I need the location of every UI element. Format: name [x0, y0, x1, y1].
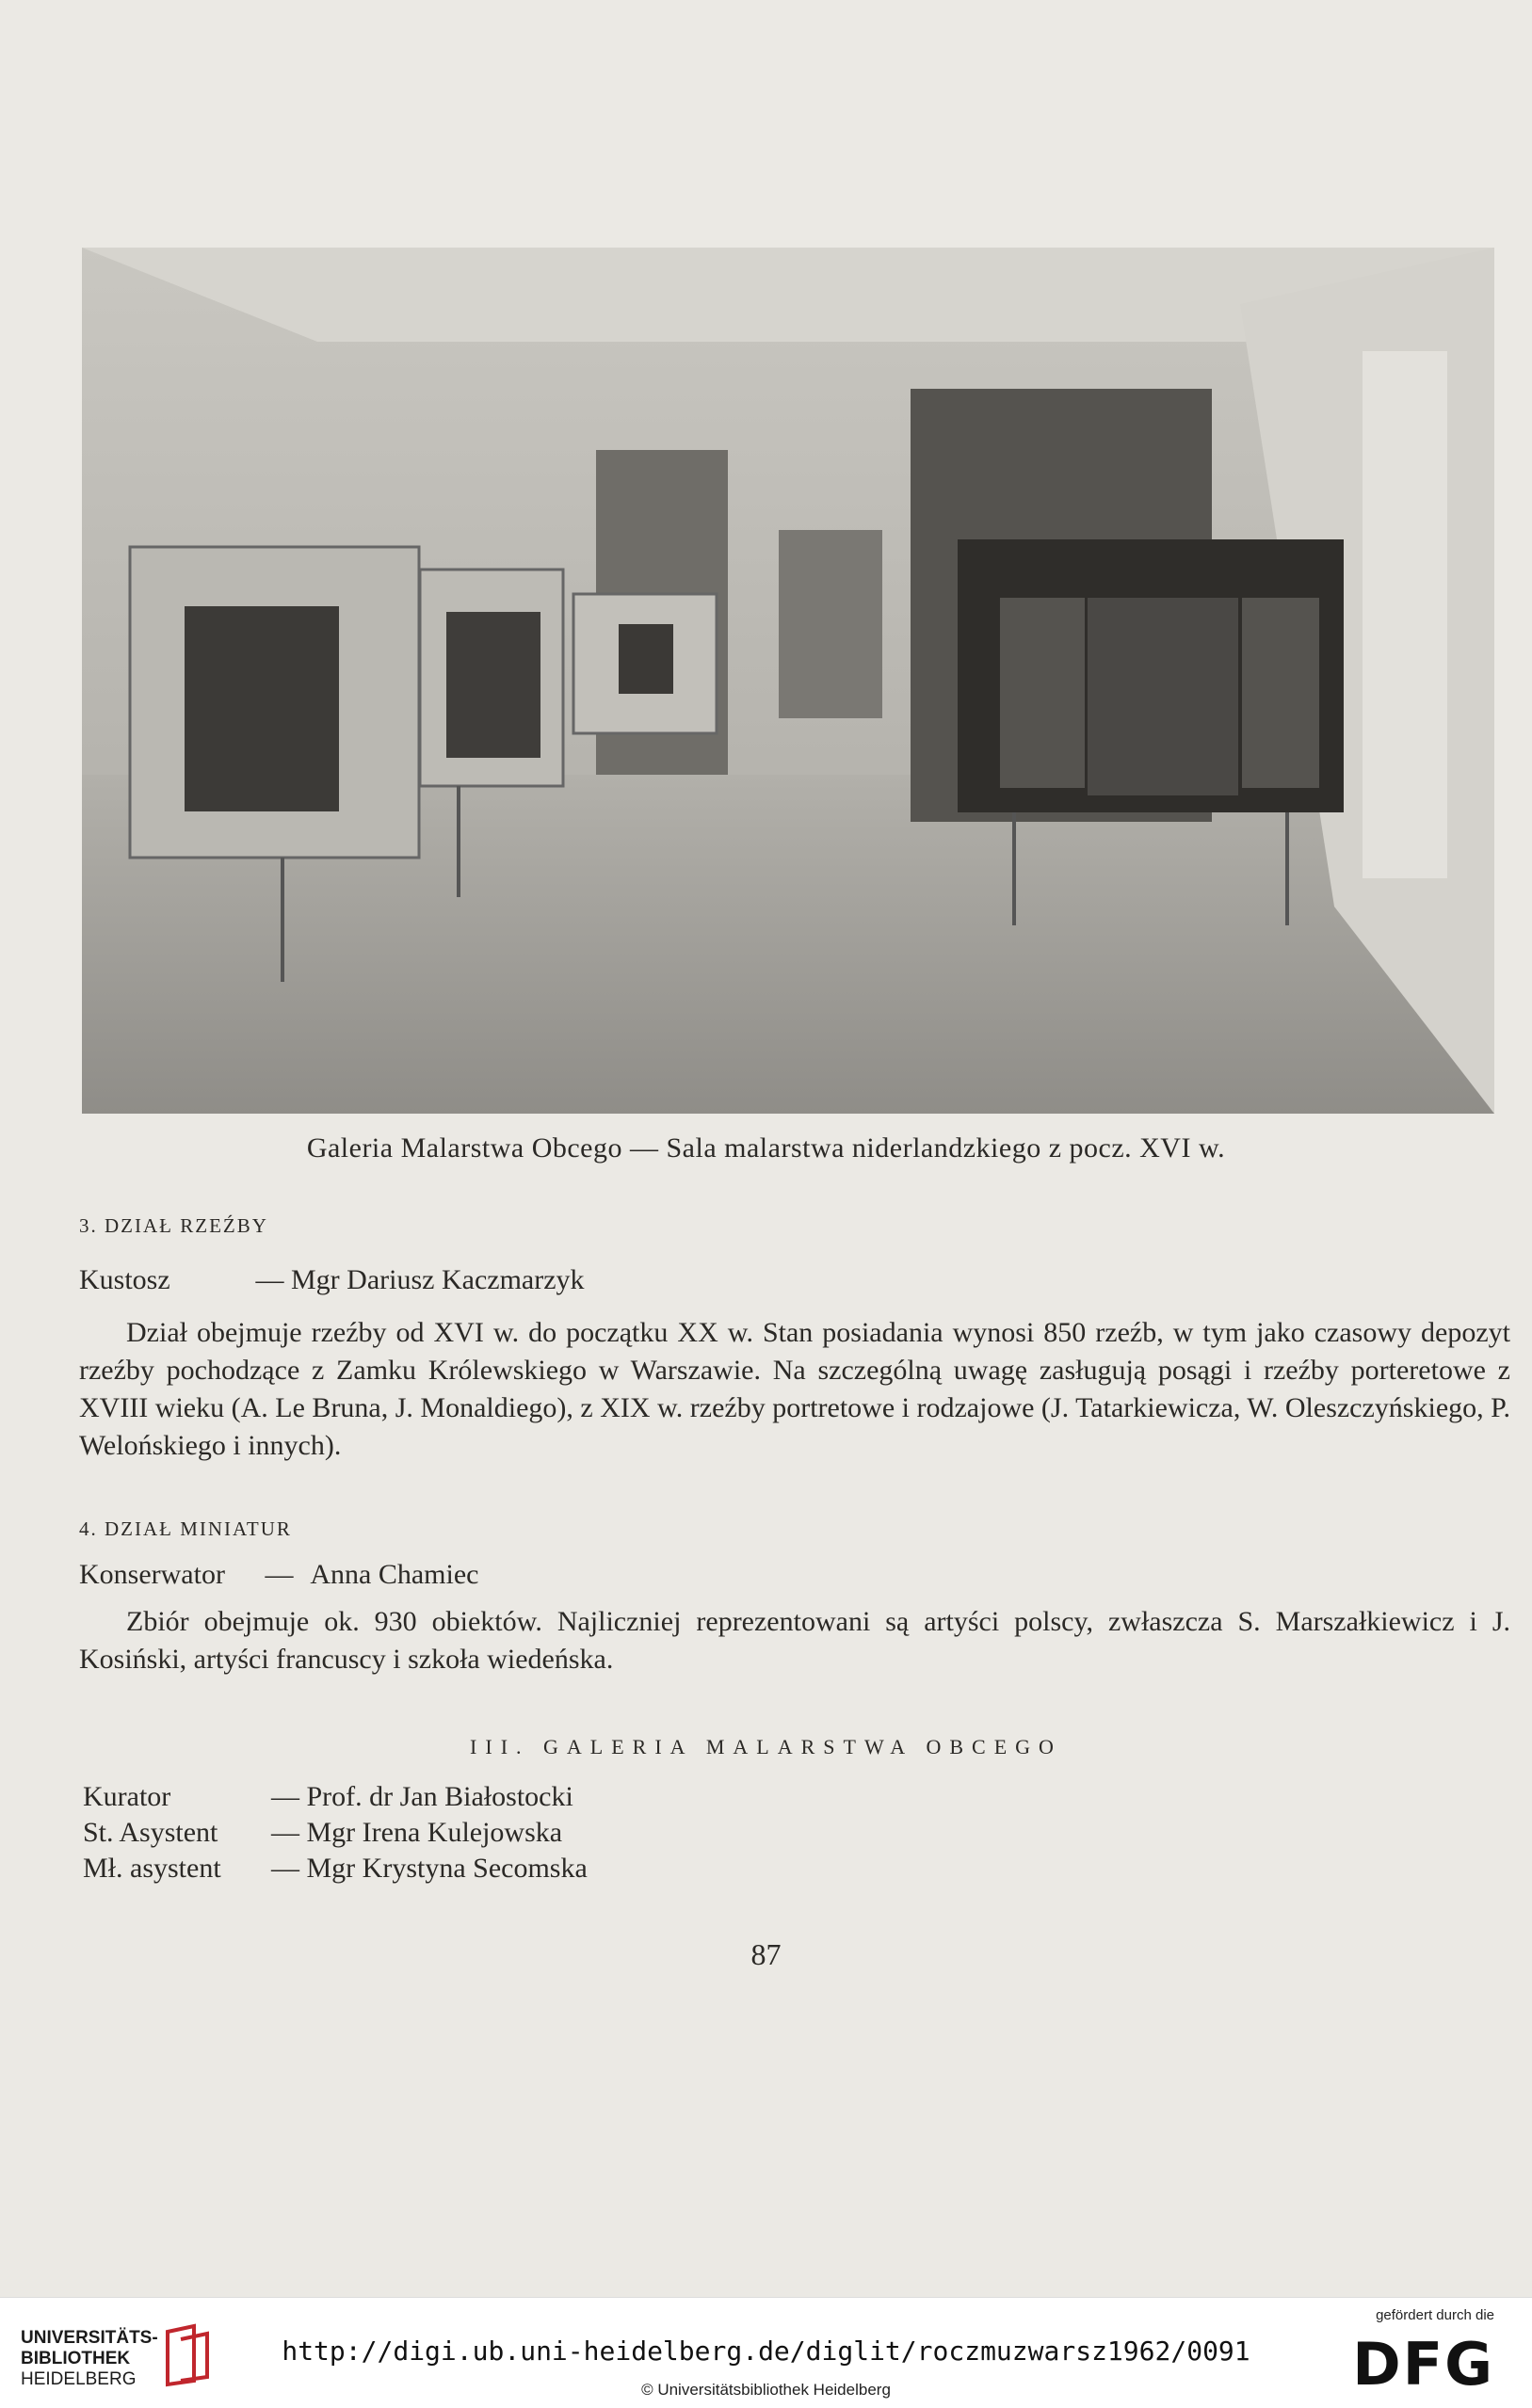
staff-row	[83, 1851, 588, 1886]
chapter-title: III. GALERIA MALARSTWA OBCEGO	[470, 1735, 1062, 1758]
staff-name: Anna Chamiec	[310, 1559, 479, 1590]
staff-name: Mgr Dariusz Kaczmarzyk	[291, 1264, 585, 1295]
staff-role: St. Asystent	[83, 1817, 218, 1848]
photo-caption: Galeria Malarstwa Obcego — Sala malarstwa niderlandzkiego z pocz. XVI w.	[306, 1132, 1226, 1164]
library-name-line: HEIDELBERG	[21, 2369, 137, 2389]
staff-role: Kustosz	[79, 1264, 170, 1295]
section-paragraph-sculpture: Dział obejmuje rzeźby od XVI w. do początku XX w. Stan posiadania wynosi 850 rzeźb, w tym jako czasowy depozyt rzeźby pochodzące z Zamku Królewskiego w Warszawie. Na szczególną uwagę zasługują posągi i rzeźby porteretowe z XVIII wieku (A. Le Bruna, J. Monaldiego), z XIX w. rzeźby portretowe i rodzajowe (J. Tatarkiewicza, W. Oleszczyńskiego, P. Welońskiego i innych).	[79, 1317, 1510, 1461]
staff-name: — Mgr Irena Kulejowska	[271, 1817, 563, 1848]
section-paragraph-miniatures: Zbiór obejmuje ok. 930 obiektów. Najliczniej reprezentowani są artyści polscy, zwłaszcza S. Marszałkiewicz i J. Kosiński, artyści francuscy i szkoła wiedeńska.	[79, 1606, 1510, 1675]
permalink-url[interactable]: http://digi.ub.uni-heidelberg.de/diglit/roczmuzwarsz1962/0091	[282, 2336, 1250, 2367]
staff-row	[83, 1815, 588, 1851]
page-number: 87	[750, 1937, 782, 1971]
copyright-notice: © Universitätsbibliothek Heidelberg	[641, 2381, 891, 2399]
library-name-line: BIBLIOTHEK	[21, 2349, 131, 2368]
staff-role: Mł. asystent	[83, 1853, 221, 1884]
staff-line-sculpture	[79, 1264, 585, 1296]
library-name-line: UNIVERSITÄTS-	[21, 2328, 158, 2348]
digitization-footer	[0, 2297, 1532, 2408]
gallery-room-image	[82, 248, 1494, 1114]
staff-name: — Mgr Krystyna Secomska	[271, 1853, 588, 1884]
gallery-photograph	[82, 248, 1494, 1114]
staff-separator: —	[255, 1264, 284, 1295]
staff-line-miniatures	[79, 1559, 478, 1591]
section-heading-sculpture: 3. DZIAŁ RZEŹBY	[79, 1214, 268, 1237]
staff-separator: —	[265, 1559, 294, 1590]
staff-name: — Prof. dr Jan Białostocki	[271, 1781, 573, 1812]
staff-role: Kurator	[83, 1781, 171, 1812]
section-heading-miniatures: 4. DZIAŁ MINIATUR	[79, 1517, 292, 1540]
staff-role: Konserwator	[79, 1559, 225, 1590]
staff-row	[83, 1779, 588, 1815]
dfg-logo: DFG	[1352, 2330, 1494, 2399]
funding-label: gefördert durch die	[1376, 2307, 1494, 2323]
chapter-staff-list	[83, 1779, 588, 1886]
